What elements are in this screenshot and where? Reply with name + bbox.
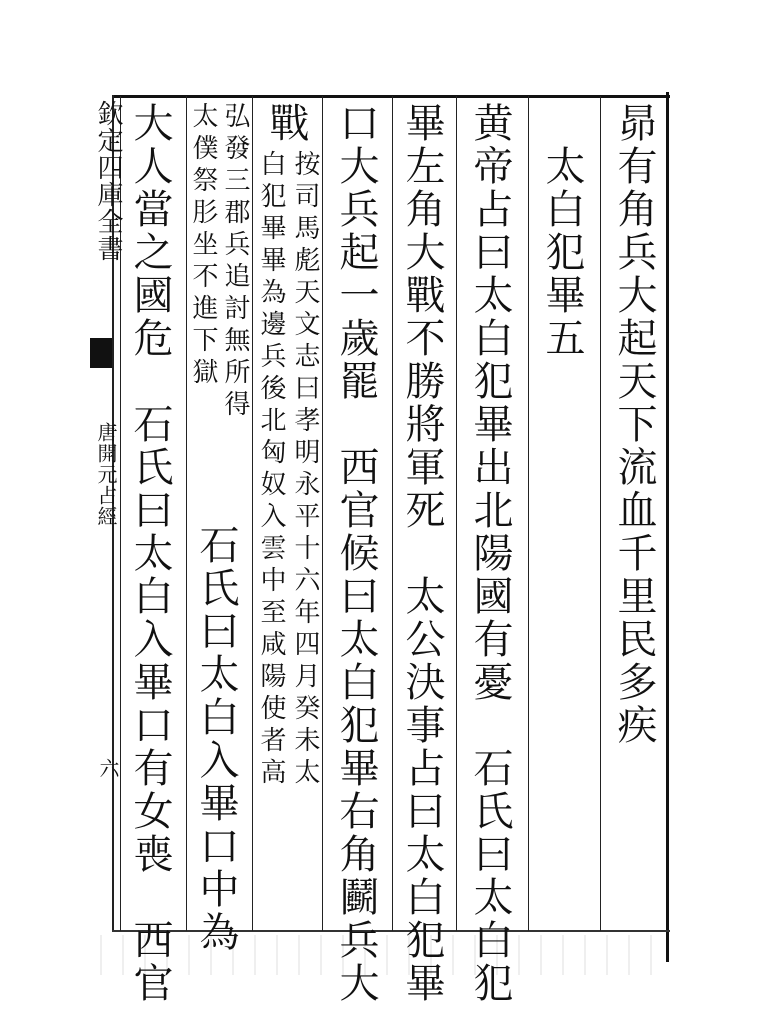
margin-page-number: 六 <box>96 758 120 779</box>
text-column-7-tail: 石氏曰太白入畢口中為 <box>193 524 239 954</box>
text-column-1: 昴有角兵大起天下流血千里民多疾 <box>611 102 657 747</box>
column-rule <box>186 96 187 931</box>
text-column-4: 畢左角大戰不勝將軍死 太公決事占曰太白犯畢 <box>399 102 445 1005</box>
page-frame-top <box>112 95 670 98</box>
column-rule <box>322 96 323 931</box>
column-rule <box>528 96 529 931</box>
column-rule <box>252 96 253 931</box>
page-frame-right <box>666 92 669 962</box>
text-column-2: 太白犯畢五 <box>539 102 585 360</box>
text-column-3: 黄帝占曰太白犯畢出北陽國有憂 石氏曰太白犯 <box>467 102 513 1005</box>
note-column-4: 太僕祭肜坐不進下獄 <box>188 102 218 390</box>
column-rule <box>600 96 601 931</box>
column-rule <box>456 96 457 931</box>
fish-tail-mark <box>90 338 112 368</box>
text-column-5: 口大兵起一歲罷 西官候曰太白犯畢右角鬬兵大 <box>333 102 379 1005</box>
note-column-2: 白犯畢畢為邊兵後北匈奴入雲中至咸陽使者高 <box>256 150 286 790</box>
note-column-1: 按司馬彪天文志曰孝明永平十六年四月癸未太 <box>290 150 320 790</box>
column-rule <box>392 96 393 931</box>
text-column-6-head: 戰 <box>263 102 309 145</box>
margin-title: 欽定四庫全書 <box>93 100 123 262</box>
text-column-8: 大人當之國危 石氏曰太白入畢口有女喪 西官 <box>127 102 173 1005</box>
scan-noise <box>100 935 660 975</box>
margin-book-title: 唐開元占經 <box>94 422 118 527</box>
note-column-3: 弘發三郡兵追討無所得 <box>220 102 250 422</box>
